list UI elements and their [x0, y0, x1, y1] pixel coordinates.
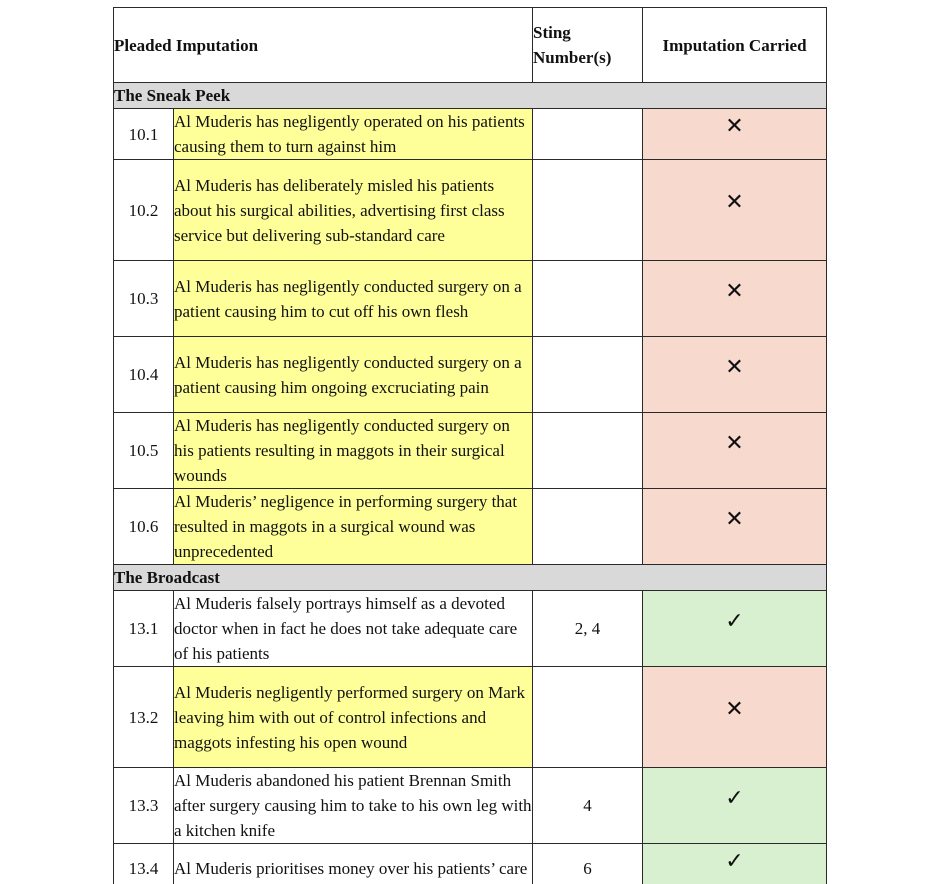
table-row — [114, 413, 827, 489]
sting-numbers — [533, 160, 643, 261]
header-imputation-carried: Imputation Carried — [643, 8, 827, 83]
imputation-number: 13.1 — [114, 591, 174, 667]
imputation-text: Al Muderis falsely portrays himself as a devoted doctor when in fact he does not take adequate care of his patients — [174, 591, 533, 667]
imputation-text: Al Muderis has negligently conducted surgery on a patient causing him to cut off his own flesh — [174, 261, 533, 337]
section-title: The Broadcast — [114, 565, 827, 591]
cross-icon: ✕ — [725, 278, 744, 304]
table-row — [114, 667, 827, 768]
table-row — [114, 160, 827, 261]
imputation-text: Al Muderis abandoned his patient Brennan Smith after surgery causing him to take to his own leg with a kitchen knife — [174, 768, 533, 844]
imputation-number: 13.2 — [114, 667, 174, 768]
imputation-number: 10.6 — [114, 489, 174, 565]
sting-numbers — [533, 489, 643, 565]
imputation-number: 10.3 — [114, 261, 174, 337]
header-row — [114, 8, 827, 83]
sting-numbers: 6 — [533, 844, 643, 884]
cross-icon: ✕ — [725, 430, 744, 456]
table-row — [114, 337, 827, 413]
cross-icon: ✕ — [725, 697, 744, 722]
imputation-text: Al Muderis negligently performed surgery on Mark leaving him with out of control infections and maggots infesting his open wound — [174, 667, 533, 768]
header-sting-numbers: Sting Number(s) — [533, 8, 643, 83]
imputation-text: Al Muderis has deliberately misled his patients about his surgical abilities, advertising first class service but delivering sub-standard care — [174, 160, 533, 261]
header-pleaded-imputation: Pleaded Imputation — [114, 8, 533, 83]
cross-icon: ✕ — [725, 506, 744, 532]
table-row — [114, 489, 827, 565]
sting-numbers — [533, 261, 643, 337]
check-icon: ✓ — [725, 848, 744, 874]
check-icon: ✓ — [725, 785, 744, 811]
section-header-row — [114, 83, 827, 109]
imputation-number: 10.2 — [114, 160, 174, 261]
imputations-table — [113, 7, 827, 884]
sting-numbers: 4 — [533, 768, 643, 844]
imputation-text: Al Muderis has negligently operated on his patients causing them to turn against him — [174, 109, 533, 160]
imputation-number: 13.4 — [114, 844, 174, 884]
imputation-number: 10.5 — [114, 413, 174, 489]
sting-numbers — [533, 109, 643, 160]
imputation-text: Al Muderis has negligently conducted surgery on a patient causing him ongoing excruciating pain — [174, 337, 533, 413]
imputation-carried-cell — [643, 109, 827, 160]
imputation-carried-cell — [643, 667, 827, 768]
sting-numbers — [533, 413, 643, 489]
table-row — [114, 844, 827, 884]
imputation-carried-cell — [643, 768, 827, 844]
cross-icon: ✕ — [725, 354, 744, 380]
sting-numbers — [533, 667, 643, 768]
check-icon: ✓ — [725, 608, 744, 634]
imputation-carried-cell — [643, 591, 827, 667]
table-row — [114, 261, 827, 337]
section-header-row — [114, 565, 827, 591]
imputation-carried-cell — [643, 261, 827, 337]
imputation-number: 10.4 — [114, 337, 174, 413]
table-row — [114, 768, 827, 844]
imputation-carried-cell — [643, 160, 827, 261]
sting-numbers — [533, 337, 643, 413]
imputation-text: Al Muderis prioritises money over his patients’ care — [174, 844, 533, 884]
imputation-carried-cell — [643, 844, 827, 884]
table-row — [114, 591, 827, 667]
sting-numbers: 2, 4 — [533, 591, 643, 667]
imputation-carried-cell — [643, 413, 827, 489]
cross-icon: ✕ — [725, 114, 744, 139]
imputation-text: Al Muderis has negligently conducted surgery on his patients resulting in maggots in their surgical wounds — [174, 413, 533, 489]
imputation-text: Al Muderis’ negligence in performing surgery that resulted in maggots in a surgical wound was unprecedented — [174, 489, 533, 565]
table-row — [114, 109, 827, 160]
imputation-carried-cell — [643, 337, 827, 413]
section-title: The Sneak Peek — [114, 83, 827, 109]
imputation-number: 10.1 — [114, 109, 174, 160]
imputation-number: 13.3 — [114, 768, 174, 844]
cross-icon: ✕ — [725, 190, 744, 215]
imputation-carried-cell — [643, 489, 827, 565]
